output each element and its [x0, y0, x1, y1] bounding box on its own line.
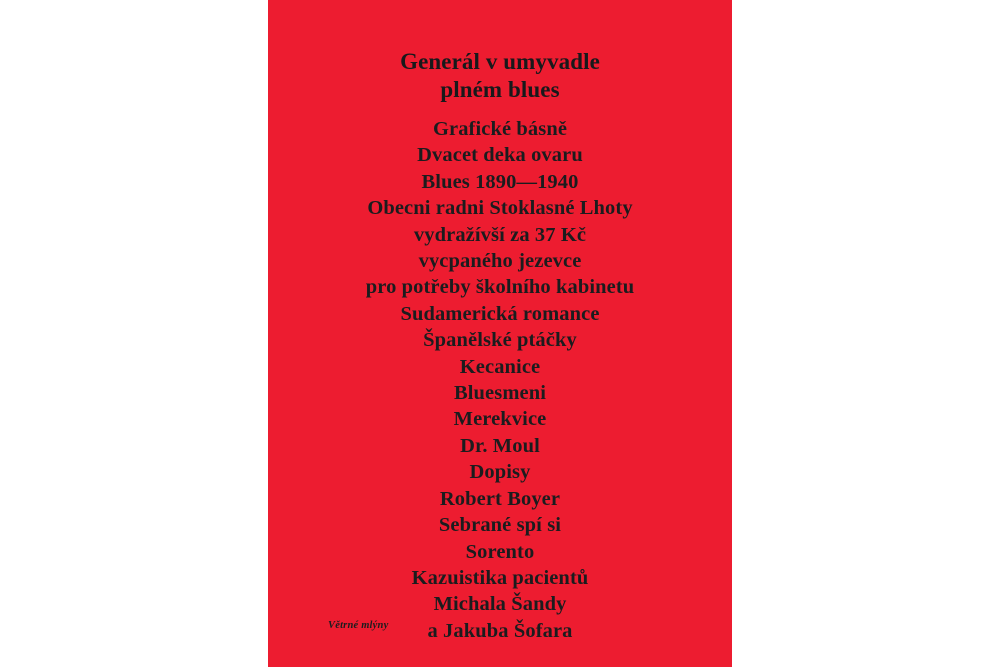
contents-item: Dopisy	[469, 461, 531, 484]
contents-item: vycpaného jezevce	[418, 250, 582, 273]
contents-item: pro potřeby školního kabinetu	[365, 276, 635, 299]
publisher-imprint: Větrné mlýny	[328, 620, 389, 631]
contents-item: Sorento	[465, 540, 535, 563]
title-line-2: plném blues	[440, 77, 560, 102]
book-cover	[268, 0, 732, 667]
title-line-1: Generál v umyvadle	[400, 49, 600, 74]
contents-item: Sudamerická romance	[400, 302, 600, 325]
contents-item: Robert Boyer	[439, 487, 561, 510]
contents-item: Michala Šandy	[433, 593, 567, 616]
contents-item: vydražívší za 37 Kč	[413, 223, 587, 246]
contents-item: Grafické básně	[432, 118, 568, 140]
contents-item: Dr. Moul	[460, 434, 540, 457]
contents-list	[366, 116, 635, 644]
contents-item: Kazuistika pacientů	[411, 566, 589, 589]
contents-item: Španělské ptáčky	[423, 329, 577, 352]
contents-item: Dvacet deka ovaru	[417, 144, 583, 167]
contents-item: a Jakuba Šofara	[427, 619, 573, 642]
contents-item: Obecni radni Stoklasné Lhoty	[367, 197, 633, 220]
contents-item: Bluesmeni	[453, 382, 547, 405]
contents-item: Merekvice	[453, 408, 547, 431]
book-title	[400, 48, 600, 104]
contents-item: Blues 1890—1940	[421, 170, 579, 193]
contents-item: Sebrané spí si	[438, 514, 562, 537]
contents-item: Kecanice	[459, 355, 541, 378]
cover-content	[268, 0, 732, 667]
